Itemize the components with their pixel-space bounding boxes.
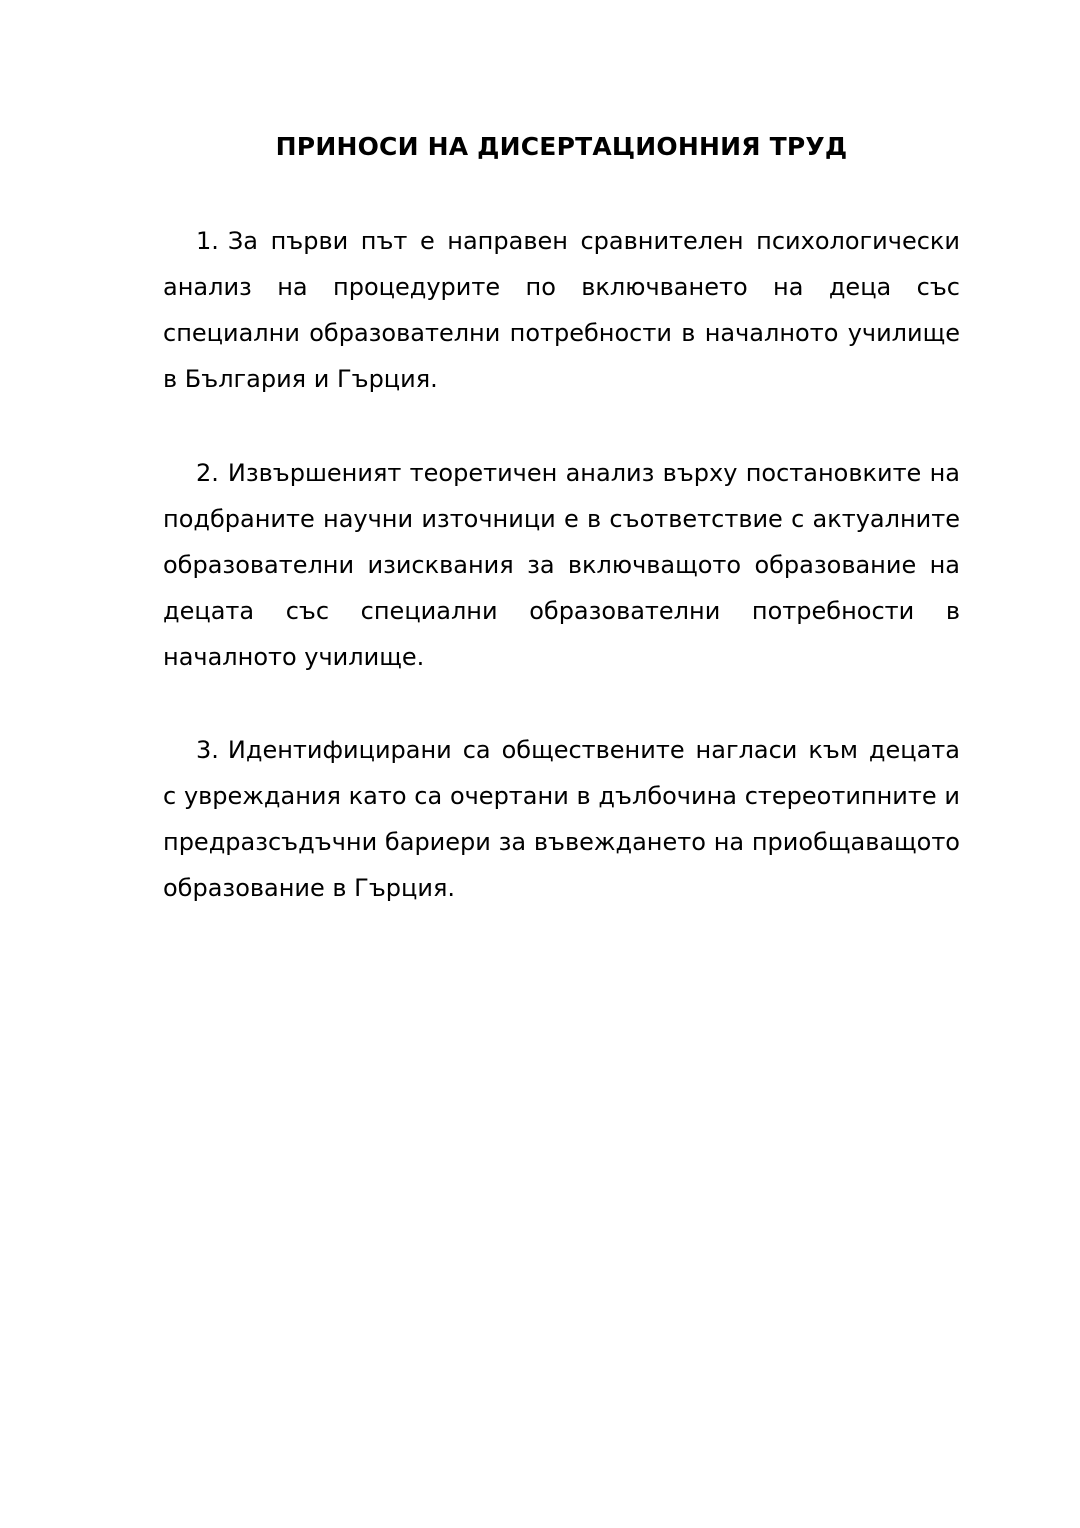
contribution-item — [163, 450, 960, 680]
contribution-paragraph — [163, 450, 960, 680]
contribution-item — [163, 218, 960, 402]
page-title: ПРИНОСИ НА ДИСЕРТАЦИОННИЯ ТРУД — [275, 132, 848, 161]
contribution-paragraph — [163, 218, 960, 402]
contribution-number: 2. — [196, 459, 219, 487]
contribution-text: За първи път е направен сравнителен психологически анализ на процедурите по включването на деца със специални образователни потребности в началното училище в България и Гърция. — [163, 227, 960, 393]
contribution-item — [163, 727, 960, 911]
contribution-paragraph — [163, 727, 960, 911]
contribution-text: Извършеният теоретичен анализ върху постановките на подбраните научни източници е в съответствие с актуалните образователни изисквания за включващото образование на децата със специални образователни потребности в началното училище. — [163, 459, 960, 671]
contribution-number: 1. — [196, 227, 219, 255]
contribution-text: Идентифицирани са обществените нагласи към децата с увреждания като са очертани в дълбочина стереотипните и предразсъдъчни бариери за въвеждането на приобщаващото образование в Гърция. — [163, 736, 960, 902]
contribution-number: 3. — [196, 736, 219, 764]
